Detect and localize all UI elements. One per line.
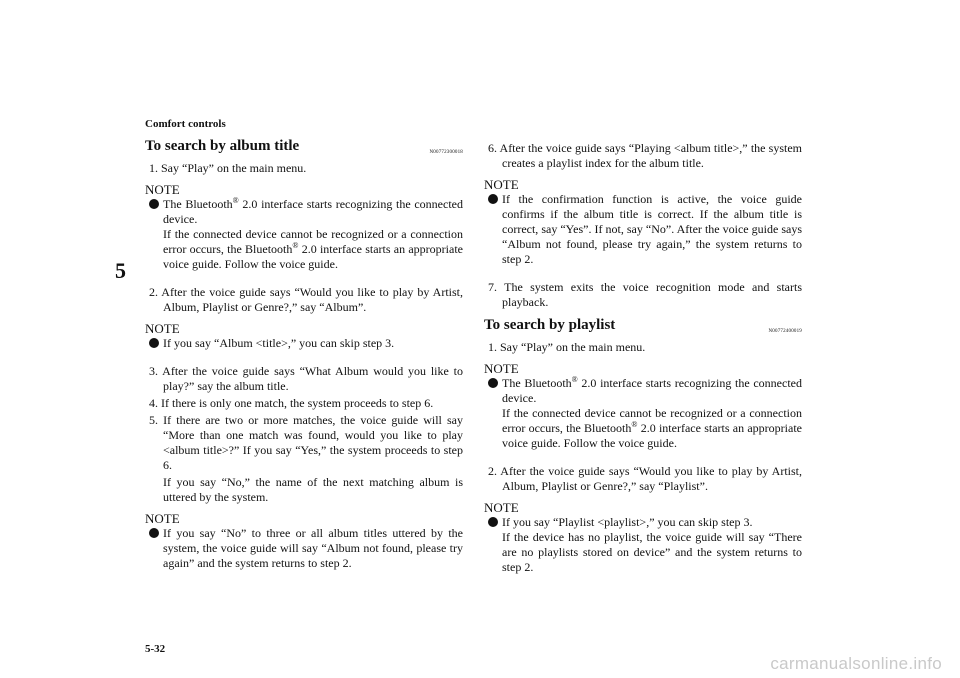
bullet-icon — [488, 378, 498, 388]
note-text: If you say “No” to three or all album titles uttered by the system, the voice guide will say “Album not found, please try again” and the system returns to step 2. — [163, 526, 463, 570]
note-label: NOTE — [484, 177, 519, 192]
note-bullet — [145, 336, 463, 351]
note-text: If the connected device cannot be recognized or a connection error occurs, the Bluetooth® 2.0 interface starts an appropriate voice guide. Follow the voice guide. — [163, 227, 463, 271]
note-text: The Bluetooth® 2.0 interface starts recognizing the connected device. — [163, 196, 463, 226]
note-text: If you say “Playlist <playlist>,” you can skip step 3. — [502, 515, 753, 529]
bullet-icon — [149, 199, 159, 209]
step-7: 7. The system exits the voice recognition mode and starts playback. — [488, 280, 802, 309]
chapter-number: 5 — [115, 258, 126, 283]
section-code: N00772400019 — [768, 329, 802, 334]
note-text: The Bluetooth® 2.0 interface starts recognizing the connected device. — [502, 375, 802, 405]
note-label: NOTE — [484, 500, 519, 515]
step-1: 1. Say “Play” on the main menu. — [149, 161, 307, 175]
bullet-icon — [488, 517, 498, 527]
step-5-continued: If you say “No,” the name of the next matching album is uttered by the system. — [163, 475, 463, 504]
step-3: 3. After the voice guide says “What Album would you like to play?” say the album title. — [149, 364, 463, 393]
left-column — [145, 139, 463, 571]
note-label: NOTE — [145, 182, 180, 197]
page-number: 5-32 — [145, 643, 166, 655]
note-bullet — [145, 526, 463, 571]
note-bullet — [484, 376, 802, 451]
note-bullet — [145, 197, 463, 272]
note-text: If you say “Album <title>,” you can skip step 3. — [163, 336, 395, 350]
section-heading-playlist — [484, 318, 802, 336]
right-column — [484, 139, 802, 575]
running-header: Comfort controls — [145, 118, 226, 130]
watermark-text: carmanualsonline.info — [770, 654, 942, 673]
step-6: 6. After the voice guide says “Playing <album title>,” the system creates a playlist index for the album title. — [488, 141, 802, 170]
step-2: 2. After the voice guide says “Would you like to play by Artist, Album, Playlist or Genre?,” say “Playlist”. — [488, 464, 802, 493]
step-1: 1. Say “Play” on the main menu. — [488, 340, 646, 354]
section-code: N00772300018 — [429, 150, 463, 155]
step-5: 5. If there are two or more matches, the voice guide will say “More than one match was found, would you like to play <album title>?” If you say “Yes,” the system proceeds to step 6. — [149, 413, 463, 472]
step-2: 2. After the voice guide says “Would you like to play by Artist, Album, Playlist or Genre?,” say “Album”. — [149, 285, 463, 314]
bullet-icon — [149, 528, 159, 538]
section-heading-album — [145, 139, 463, 157]
note-text: If the confirmation function is active, the voice guide confirms if the album title is correct. If the album title is correct, say “Yes”. If not, say “No”. After the voice guide says “Album not found, please try again,” the system returns to step 2. — [502, 192, 802, 266]
note-bullet — [484, 515, 802, 575]
note-text: If the connected device cannot be recognized or a connection error occurs, the Bluetooth® 2.0 interface starts an appropriate voice guide. Follow the voice guide. — [502, 406, 802, 450]
bullet-icon — [488, 194, 498, 204]
bullet-icon — [149, 338, 159, 348]
note-text: If the device has no playlist, the voice guide will say “There are no playlists stored on device” and the system returns to step 2. — [502, 530, 802, 574]
note-label: NOTE — [484, 361, 519, 376]
note-label: NOTE — [145, 321, 180, 336]
section-heading-text: To search by album title — [145, 138, 300, 154]
note-label: NOTE — [145, 511, 180, 526]
section-heading-text: To search by playlist — [484, 317, 616, 333]
step-4: 4. If there is only one match, the system proceeds to step 6. — [149, 396, 434, 410]
note-bullet — [484, 192, 802, 267]
